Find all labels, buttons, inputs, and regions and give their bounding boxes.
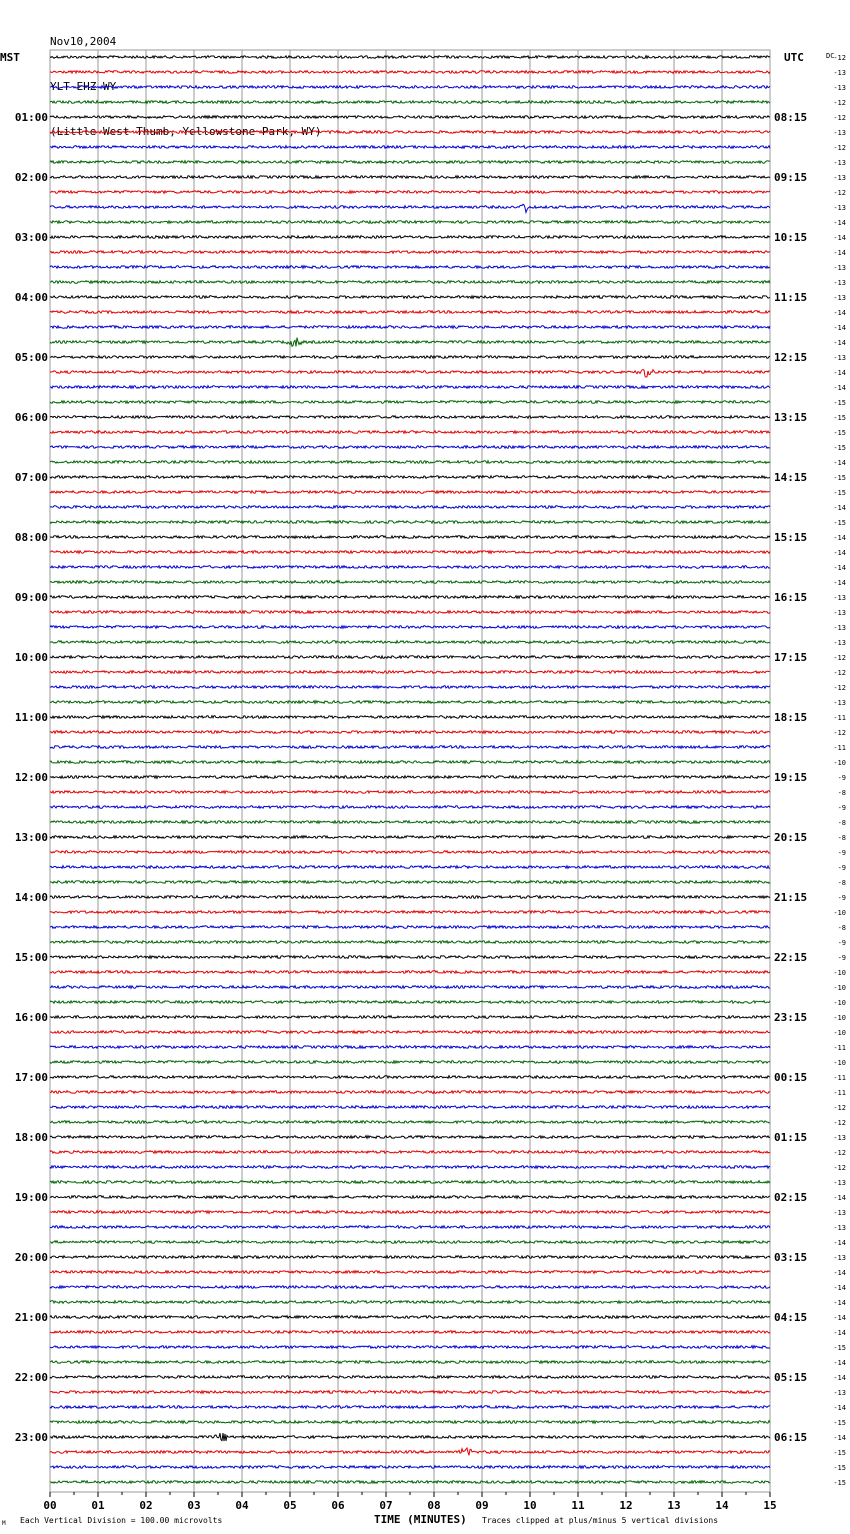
dc-offset-label: -12 [833, 729, 846, 737]
seismic-trace [50, 956, 770, 959]
seismic-trace [50, 911, 770, 914]
dc-offset-label: -13 [833, 354, 846, 362]
seismic-trace [50, 281, 770, 284]
dc-offset-label: -13 [833, 594, 846, 602]
seismic-trace [50, 1433, 770, 1441]
dc-offset-label: -12 [833, 114, 846, 122]
seismic-trace [50, 806, 770, 809]
dc-offset-label: -13 [833, 264, 846, 272]
seismic-trace [50, 1196, 770, 1199]
x-tick-label: 09 [475, 1499, 489, 1512]
seismic-trace [50, 131, 770, 134]
dc-offset-label: -12 [833, 1164, 846, 1172]
location-label: (Little West Thumb, Yellowstone Park, WY) [50, 125, 322, 138]
utc-hour-label: 12:15 [774, 351, 808, 364]
seismic-trace [50, 71, 770, 74]
dc-offset-label: -12 [833, 54, 846, 62]
utc-hour-label: 10:15 [774, 231, 808, 244]
dc-offset-label: -14 [833, 504, 846, 512]
dc-offset-label: -10 [833, 984, 846, 992]
dc-offset-label: -13 [833, 1179, 846, 1187]
seismic-trace [50, 971, 770, 974]
dc-offset-label: -13 [833, 294, 846, 302]
x-tick-label: 00 [43, 1499, 57, 1512]
utc-hour-label: 08:15 [774, 111, 808, 124]
dc-offset-label: -14 [833, 1299, 846, 1307]
seismic-trace [50, 416, 770, 419]
utc-hour-label: 17:15 [774, 651, 808, 664]
dc-offset-label: -14 [833, 1374, 846, 1382]
axis-labels [0, 51, 846, 1527]
dc-offset-label: -9 [837, 774, 846, 782]
x-tick-label: 15 [763, 1499, 777, 1512]
seismic-trace [50, 821, 770, 824]
mst-hour-label: 11:00 [14, 711, 48, 724]
dc-offset-label: -14 [833, 1359, 846, 1367]
x-tick-label: 13 [667, 1499, 681, 1512]
x-tick-label: 14 [715, 1499, 729, 1512]
dc-offset-label: -14 [833, 219, 846, 227]
utc-hour-label: 19:15 [774, 771, 808, 784]
seismic-trace [50, 1016, 770, 1019]
dc-offset-label: -13 [833, 1209, 846, 1217]
dc-offset-label: -11 [833, 1044, 846, 1052]
dc-offset-label: -11 [833, 1074, 846, 1082]
x-tick-label: 05 [283, 1499, 297, 1512]
seismic-trace [50, 251, 770, 254]
dc-offset-label: -10 [833, 909, 846, 917]
seismic-trace [50, 86, 770, 89]
seismic-trace [50, 311, 770, 314]
seismic-trace [50, 581, 770, 584]
mst-hour-label: 12:00 [14, 771, 48, 784]
dc-offset-label: -10 [833, 1029, 846, 1037]
mst-hour-label: 16:00 [14, 1011, 48, 1024]
dc-offset-label: -12 [833, 144, 846, 152]
dc-offset-label: -15 [833, 1449, 846, 1457]
dc-offset-label: -12 [833, 1149, 846, 1157]
dc-offset-label: -8 [837, 834, 846, 842]
seismic-trace [50, 1466, 770, 1469]
seismic-trace [50, 1136, 770, 1139]
x-tick-label: 02 [139, 1499, 153, 1512]
seismic-trace [50, 1391, 770, 1394]
seismic-trace [50, 1376, 770, 1379]
seismic-trace [50, 1211, 770, 1214]
mst-hour-label: 22:00 [14, 1371, 48, 1384]
seismic-trace [50, 1241, 770, 1244]
seismic-trace [50, 161, 770, 164]
dc-offset-label: -15 [833, 519, 846, 527]
seismic-trace [50, 926, 770, 929]
dc-offset-label: -13 [833, 1224, 846, 1232]
seismic-trace [50, 326, 770, 329]
seismic-trace [50, 1301, 770, 1304]
dc-offset-label: -14 [833, 234, 846, 242]
dc-offset-label: -14 [833, 249, 846, 257]
dc-offset-label: -15 [833, 1419, 846, 1427]
dc-offset-label: -13 [833, 1134, 846, 1142]
utc-hour-label: 18:15 [774, 711, 808, 724]
seismic-trace [50, 1481, 770, 1484]
dc-offset-label: -10 [833, 1059, 846, 1067]
dc-offset-label: -13 [833, 624, 846, 632]
seismic-trace [50, 116, 770, 119]
seismic-trace [50, 476, 770, 479]
mst-hour-label: 15:00 [14, 951, 48, 964]
dc-offset-label: -14 [833, 579, 846, 587]
seismic-trace [50, 146, 770, 149]
seismic-trace [50, 881, 770, 884]
dc-offset-label: -14 [833, 459, 846, 467]
x-tick-label: 10 [523, 1499, 537, 1512]
seismic-trace [50, 204, 770, 212]
dc-offset-label: -11 [833, 744, 846, 752]
dc-offset-label: -10 [833, 969, 846, 977]
seismic-trace [50, 176, 770, 179]
dc-offset-label: -14 [833, 369, 846, 377]
seismic-trace [50, 791, 770, 794]
x-tick-label: 04 [235, 1499, 249, 1512]
x-tick-label: 06 [331, 1499, 345, 1512]
dc-offset-label: -13 [833, 639, 846, 647]
seismic-trace [50, 1031, 770, 1034]
seismic-trace [50, 401, 770, 404]
seismic-trace [50, 896, 770, 899]
seismic-trace [50, 611, 770, 614]
utc-hour-label: 01:15 [774, 1131, 808, 1144]
seismic-trace [50, 851, 770, 854]
seismic-trace [50, 338, 770, 347]
seismic-trace [50, 986, 770, 989]
seismic-trace [50, 1076, 770, 1079]
seismic-trace [50, 1271, 770, 1274]
x-axis-title: TIME (MINUTES) [374, 1513, 467, 1526]
seismic-trace [50, 101, 770, 104]
seismic-trace [50, 461, 770, 464]
clip-note: Traces clipped at plus/minus 5 vertical divisions [482, 1516, 719, 1525]
utc-hour-label: 15:15 [774, 531, 808, 544]
dc-offset-label: -15 [833, 1464, 846, 1472]
seismic-trace [50, 1421, 770, 1424]
dc-offset-label: -15 [833, 399, 846, 407]
dc-offset-label: -13 [833, 699, 846, 707]
x-tick-label: 08 [427, 1499, 441, 1512]
dc-offset-label: -14 [833, 1314, 846, 1322]
dc-offset-label: -13 [833, 609, 846, 617]
utc-axis-label: UTC [784, 51, 804, 64]
seismic-trace [50, 1001, 770, 1004]
seismic-trace [50, 1091, 770, 1094]
x-tick-label: 01 [91, 1499, 105, 1512]
utc-hour-label: 21:15 [774, 891, 808, 904]
mst-hour-label: 09:00 [14, 591, 48, 604]
dc-offset-label: -14 [833, 1284, 846, 1292]
dc-offset-label: -12 [833, 669, 846, 677]
seismic-trace [50, 1346, 770, 1349]
dc-offset-label: -15 [833, 444, 846, 452]
utc-hour-label: 23:15 [774, 1011, 808, 1024]
seismic-trace [50, 641, 770, 644]
dc-offset-label: -8 [837, 789, 846, 797]
seismic-trace [50, 551, 770, 554]
dc-offset-label: -11 [833, 714, 846, 722]
dc-offset-label: -13 [833, 174, 846, 182]
mst-axis-label: MST [0, 51, 20, 64]
dc-offset-label: -14 [833, 324, 846, 332]
dc-offset-label: -13 [833, 129, 846, 137]
mst-hour-label: 08:00 [14, 531, 48, 544]
seismic-trace [50, 1181, 770, 1184]
seismic-trace [50, 56, 770, 59]
dc-offset-label: -8 [837, 879, 846, 887]
seismic-trace [50, 521, 770, 524]
seismic-trace [50, 656, 770, 659]
seismic-trace [50, 1121, 770, 1124]
mst-hour-label: 13:00 [14, 831, 48, 844]
x-tick-label: 12 [619, 1499, 633, 1512]
seismic-trace [50, 236, 770, 239]
dc-offset-label: -9 [837, 804, 846, 812]
dc-offset-label: -14 [833, 549, 846, 557]
seismic-trace [50, 506, 770, 509]
dc-offset-label: -14 [833, 1404, 846, 1412]
seismic-trace [50, 1361, 770, 1364]
dc-offset-label: -10 [833, 759, 846, 767]
utc-hour-label: 03:15 [774, 1251, 808, 1264]
seismic-trace [50, 1151, 770, 1154]
seismic-trace [50, 776, 770, 779]
dc-offset-label: -9 [837, 939, 846, 947]
seismic-trace [50, 296, 770, 299]
dc-offset-label: -13 [833, 84, 846, 92]
seismic-trace [50, 671, 770, 674]
dc-offset-label: -13 [833, 1389, 846, 1397]
scale-note: Each Vertical Division = 100.00 microvolts [20, 1516, 223, 1525]
dc-offset-label: -8 [837, 924, 846, 932]
dc-label: DC [826, 52, 835, 60]
mst-hour-label: 18:00 [14, 1131, 48, 1144]
dc-offset-label: -14 [833, 1434, 846, 1442]
seismic-trace [50, 356, 770, 359]
seismic-trace [50, 731, 770, 734]
seismic-trace [50, 1316, 770, 1319]
mst-hour-label: 02:00 [14, 171, 48, 184]
dc-offset-label: -15 [833, 1344, 846, 1352]
dc-offset-label: -14 [833, 1239, 846, 1247]
seismic-trace [50, 1166, 770, 1169]
mst-hour-label: 20:00 [14, 1251, 48, 1264]
utc-hour-label: 14:15 [774, 471, 808, 484]
mst-hour-label: 01:00 [14, 111, 48, 124]
dc-offset-label: -12 [833, 1119, 846, 1127]
seismic-trace [50, 761, 770, 764]
mst-hour-label: 17:00 [14, 1071, 48, 1084]
seismic-trace [50, 191, 770, 194]
dc-offset-label: -15 [833, 1479, 846, 1487]
mst-hour-label: 19:00 [14, 1191, 48, 1204]
dc-offset-label: -15 [833, 429, 846, 437]
dc-offset-label: -14 [833, 339, 846, 347]
seismic-trace [50, 746, 770, 749]
seismic-trace [50, 1106, 770, 1109]
dc-offset-label: -8 [837, 819, 846, 827]
utc-hour-label: 11:15 [774, 291, 808, 304]
utc-hour-label: 02:15 [774, 1191, 808, 1204]
utc-hour-label: 04:15 [774, 1311, 808, 1324]
corner-mark: M [2, 1520, 6, 1527]
utc-hour-label: 05:15 [774, 1371, 808, 1384]
dc-offset-label: -9 [837, 849, 846, 857]
x-tick-label: 03 [187, 1499, 201, 1512]
dc-offset-label: -10 [833, 1014, 846, 1022]
utc-hour-label: 00:15 [774, 1071, 808, 1084]
dc-offset-label: -12 [833, 189, 846, 197]
mst-hour-label: 04:00 [14, 291, 48, 304]
mst-hour-label: 05:00 [14, 351, 48, 364]
utc-hour-label: 22:15 [774, 951, 808, 964]
seismic-trace [50, 941, 770, 944]
seismic-trace [50, 431, 770, 434]
dc-offset-label: -15 [833, 414, 846, 422]
dc-offset-label: -12 [833, 1104, 846, 1112]
utc-hour-label: 09:15 [774, 171, 808, 184]
x-tick-label: 07 [379, 1499, 393, 1512]
seismic-trace [50, 1331, 770, 1334]
seismic-trace [50, 866, 770, 869]
seismic-trace [50, 686, 770, 689]
mst-hour-label: 06:00 [14, 411, 48, 424]
seismic-trace [50, 1406, 770, 1409]
dc-offset-label: -14 [833, 1194, 846, 1202]
seismic-trace [50, 716, 770, 719]
dc-offset-label: -10 [833, 999, 846, 1007]
dc-offset-label: -13 [833, 204, 846, 212]
dc-offset-label: -13 [833, 1254, 846, 1262]
dc-offset-label: -14 [833, 564, 846, 572]
dc-offset-label: -13 [833, 279, 846, 287]
seismic-trace [50, 266, 770, 269]
utc-hour-label: 20:15 [774, 831, 808, 844]
dc-offset-label: -15 [833, 474, 846, 482]
utc-hour-label: 13:15 [774, 411, 808, 424]
seismic-trace [50, 370, 770, 378]
seismic-trace [50, 1448, 770, 1455]
seismic-trace [50, 1226, 770, 1229]
dc-offset-label: -13 [833, 69, 846, 77]
dc-offset-label: -9 [837, 864, 846, 872]
dc-offset-label: -14 [833, 384, 846, 392]
seismic-trace [50, 491, 770, 494]
utc-hour-label: 06:15 [774, 1431, 808, 1444]
dc-offset-label: -14 [833, 534, 846, 542]
dc-offset-label: -14 [833, 1269, 846, 1277]
mst-hour-label: 21:00 [14, 1311, 48, 1324]
mst-hour-label: 14:00 [14, 891, 48, 904]
dc-offset-label: -13 [833, 159, 846, 167]
dc-offset-label: -12 [833, 684, 846, 692]
seismic-trace [50, 386, 770, 389]
mst-hour-label: 23:00 [14, 1431, 48, 1444]
station-label: YLT EHZ WY [50, 80, 117, 93]
seismic-trace [50, 566, 770, 569]
mst-hour-label: 03:00 [14, 231, 48, 244]
seismic-trace [50, 1061, 770, 1064]
seismic-trace [50, 596, 770, 599]
dc-offset-label: -11 [833, 1089, 846, 1097]
x-tick-label: 11 [571, 1499, 585, 1512]
dc-offset-label: -9 [837, 894, 846, 902]
dc-offset-label: -14 [833, 1329, 846, 1337]
dc-offset-label: -9 [837, 954, 846, 962]
seismic-trace [50, 626, 770, 629]
date-label: Nov10,2004 [50, 35, 117, 48]
dc-offset-label: -14 [833, 309, 846, 317]
mst-hour-label: 07:00 [14, 471, 48, 484]
seismic-trace [50, 536, 770, 539]
seismic-trace [50, 1256, 770, 1259]
dc-offset-label: -15 [833, 489, 846, 497]
seismic-traces [50, 56, 770, 1484]
mst-hour-label: 10:00 [14, 651, 48, 664]
seismic-trace [50, 1286, 770, 1289]
seismic-trace [50, 221, 770, 224]
seismic-trace [50, 836, 770, 839]
utc-hour-label: 16:15 [774, 591, 808, 604]
seismic-trace [50, 1046, 770, 1049]
dc-offset-label: -12 [833, 654, 846, 662]
dc-offset-label: -12 [833, 99, 846, 107]
seismic-trace [50, 446, 770, 449]
seismic-trace [50, 701, 770, 704]
